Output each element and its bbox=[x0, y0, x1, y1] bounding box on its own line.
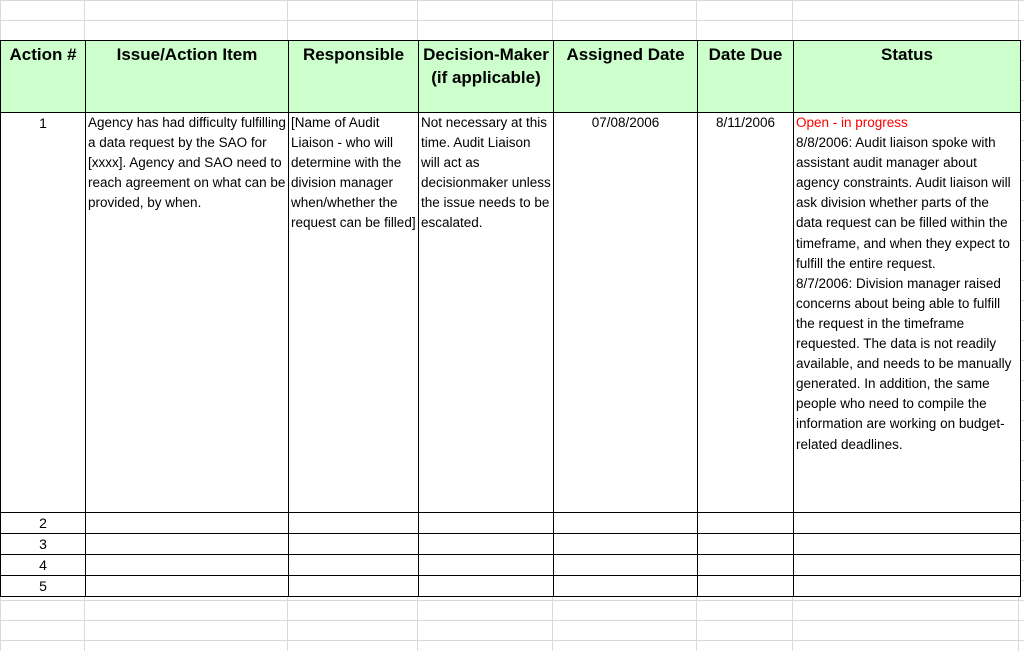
cell-date-due[interactable]: 8/11/2006 bbox=[698, 113, 794, 513]
cell-assigned-date[interactable] bbox=[554, 534, 698, 555]
table-row bbox=[1, 513, 1021, 534]
cell-status[interactable] bbox=[794, 576, 1021, 597]
cell-responsible[interactable] bbox=[289, 534, 419, 555]
cell-status[interactable] bbox=[794, 113, 1021, 513]
cell-issue[interactable] bbox=[86, 576, 289, 597]
cell-action-number[interactable]: 3 bbox=[1, 534, 86, 555]
cell-decision-maker[interactable] bbox=[419, 534, 554, 555]
cell-action-number[interactable]: 2 bbox=[1, 513, 86, 534]
cell-action-number[interactable]: 5 bbox=[1, 576, 86, 597]
header-issue-action-item[interactable]: Issue/Action Item bbox=[86, 41, 289, 113]
cell-date-due[interactable] bbox=[698, 513, 794, 534]
header-decision-maker[interactable]: Decision-Maker (if applicable) bbox=[419, 41, 554, 113]
cell-responsible[interactable]: [Name of Audit Liaison - who will determine with the division manager when/whether the request can be filled] bbox=[289, 113, 419, 513]
status-update-text: 8/8/2006: Audit liaison spoke with assistant audit manager about agency constraints. Audit liaison will ask division whether parts of the data request can be filled within the timeframe, and when they expect to fulfill the entire request. bbox=[796, 135, 1011, 271]
cell-action-number[interactable]: 1 bbox=[1, 113, 86, 513]
cell-assigned-date[interactable] bbox=[554, 513, 698, 534]
cell-status[interactable] bbox=[794, 555, 1021, 576]
table-row bbox=[1, 113, 1021, 513]
status-update-text: 8/7/2006: Division manager raised concerns about being able to fulfill the request in the timeframe requested. The data is not readily available, and needs to be manually generated. In addition, the same people who need to compile the information are working on budget-related deadlines. bbox=[796, 275, 1012, 452]
cell-assigned-date[interactable] bbox=[554, 576, 698, 597]
header-responsible[interactable]: Responsible bbox=[289, 41, 419, 113]
cell-responsible[interactable] bbox=[289, 576, 419, 597]
header-assigned-date[interactable]: Assigned Date bbox=[554, 41, 698, 113]
header-status[interactable]: Status bbox=[794, 41, 1021, 113]
cell-action-number[interactable]: 4 bbox=[1, 555, 86, 576]
cell-status[interactable] bbox=[794, 513, 1021, 534]
cell-responsible[interactable] bbox=[289, 555, 419, 576]
table-row bbox=[1, 576, 1021, 597]
table-row bbox=[1, 555, 1021, 576]
cell-issue[interactable] bbox=[86, 513, 289, 534]
table-row bbox=[1, 534, 1021, 555]
cell-decision-maker[interactable] bbox=[419, 513, 554, 534]
header-row bbox=[1, 41, 1021, 113]
cell-date-due[interactable] bbox=[698, 576, 794, 597]
status-open-label: Open - in progress bbox=[796, 115, 908, 130]
cell-issue[interactable] bbox=[86, 555, 289, 576]
cell-assigned-date[interactable]: 07/08/2006 bbox=[554, 113, 698, 513]
cell-decision-maker[interactable] bbox=[419, 576, 554, 597]
cell-issue[interactable]: Agency has had difficulty fulfilling a data request by the SAO for [xxxx]. Agency and SAO need to reach agreement on what can be provided, by when. bbox=[86, 113, 289, 513]
header-action-number[interactable]: Action # bbox=[1, 41, 86, 113]
cell-responsible[interactable] bbox=[289, 513, 419, 534]
cell-date-due[interactable] bbox=[698, 555, 794, 576]
cell-decision-maker[interactable]: Not necessary at this time. Audit Liaison will act as decisionmaker unless the issue needs to be escalated. bbox=[419, 113, 554, 513]
cell-decision-maker[interactable] bbox=[419, 555, 554, 576]
cell-assigned-date[interactable] bbox=[554, 555, 698, 576]
cell-issue[interactable] bbox=[86, 534, 289, 555]
cell-date-due[interactable] bbox=[698, 534, 794, 555]
action-items-table bbox=[0, 40, 1021, 597]
header-date-due[interactable]: Date Due bbox=[698, 41, 794, 113]
cell-status[interactable] bbox=[794, 534, 1021, 555]
